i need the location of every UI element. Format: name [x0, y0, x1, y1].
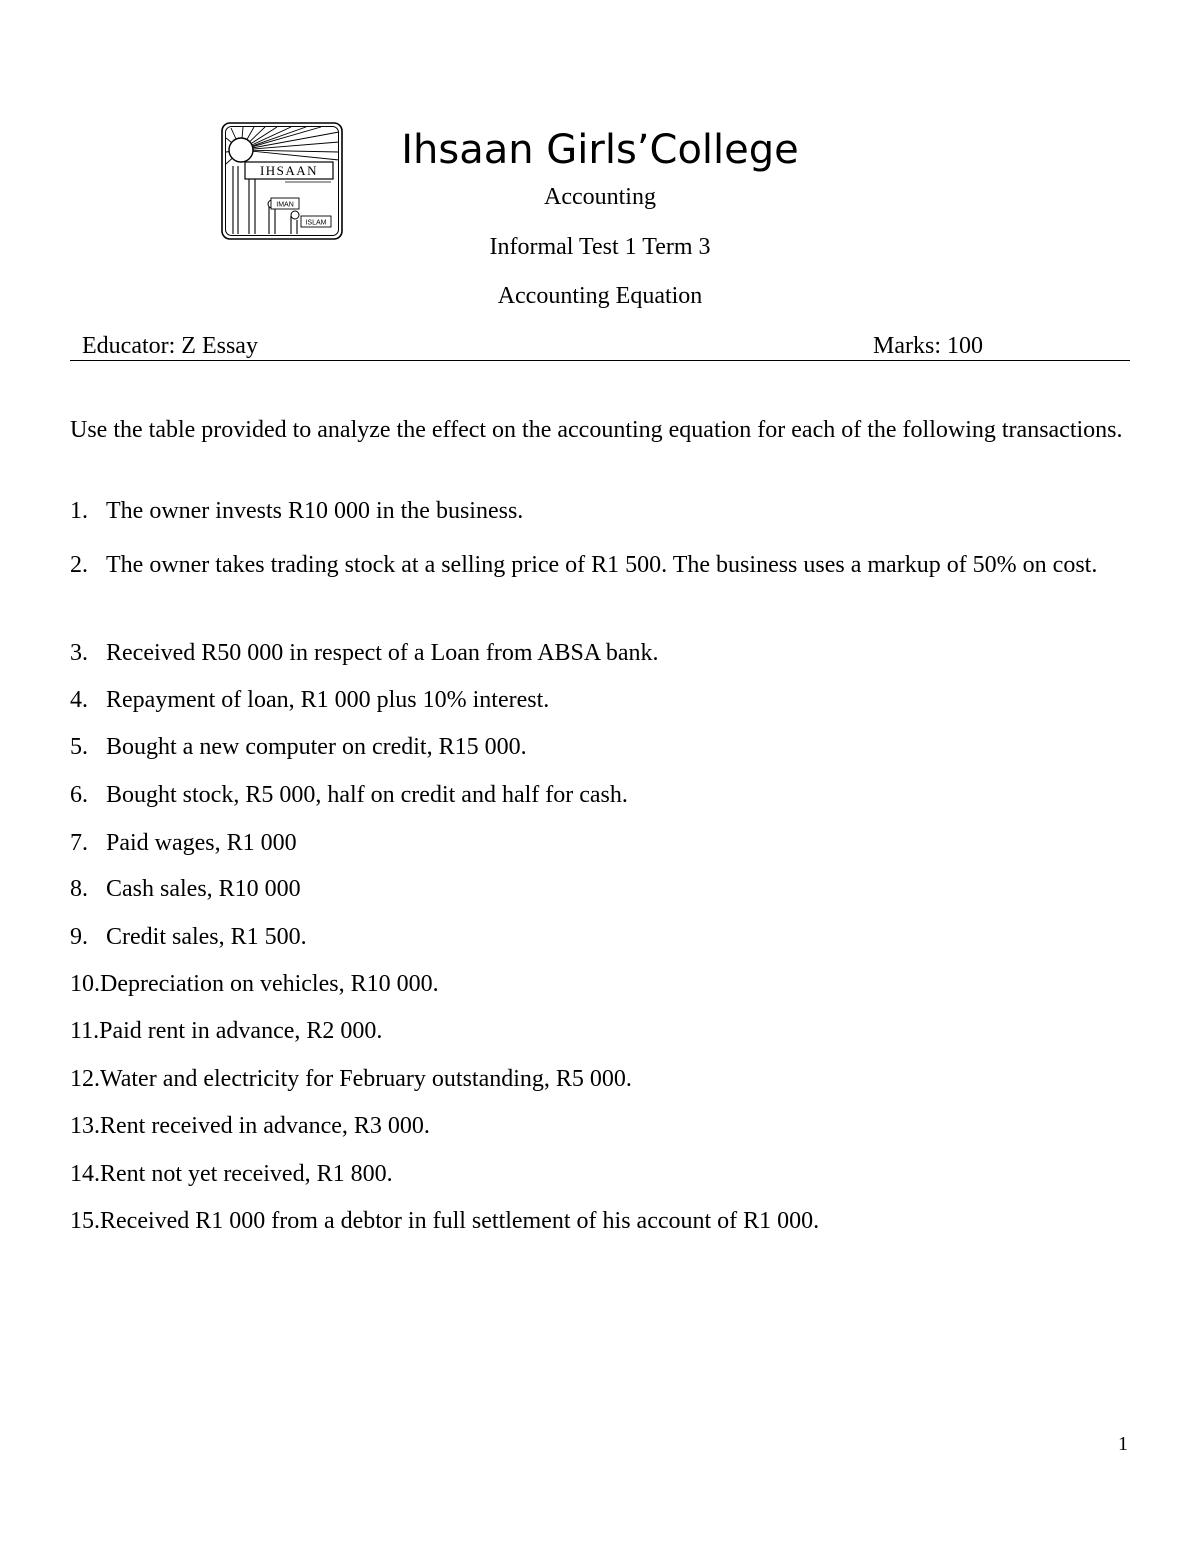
question-number: 14. [70, 1161, 100, 1187]
question-item [70, 1157, 1130, 1191]
question-text: Bought a new computer on credit, R15 000. [106, 734, 527, 760]
logo-word-iman: IMAN [276, 201, 294, 209]
test-name-heading: Informal Test 1 Term 3 [489, 234, 711, 260]
page-number: 1 [1118, 1433, 1128, 1455]
question-item [70, 920, 1130, 954]
question-number: 8. [70, 876, 88, 902]
question-text: Credit sales, R1 500. [106, 924, 307, 950]
question-number: 7. [70, 830, 88, 856]
logo-banner-text: IHSAAN [259, 163, 319, 178]
question-item [70, 1062, 1130, 1096]
question-item [70, 872, 1130, 906]
educator-label: Educator: Z Essay [82, 333, 258, 359]
question-number: 10. [70, 971, 100, 997]
question-item [70, 1109, 1130, 1143]
question-number: 1. [70, 498, 88, 524]
question-text: Rent not yet received, R1 800. [100, 1161, 393, 1187]
question-item [70, 826, 1130, 860]
question-text: Received R1 000 from a debtor in full settlement of his account of R1 000. [100, 1208, 820, 1234]
question-text: Received R50 000 in respect of a Loan from ABSA bank. [106, 640, 659, 666]
question-item [70, 778, 1130, 812]
question-item [70, 542, 1130, 588]
school-name: Ihsaan Girls’College [401, 127, 799, 173]
question-text: Paid wages, R1 000 [106, 830, 297, 856]
question-text: Rent received in advance, R3 000. [100, 1113, 430, 1139]
question-number: 4. [70, 687, 88, 713]
question-text: Repayment of loan, R1 000 plus 10% interest. [106, 687, 550, 713]
question-number: 2. [70, 552, 88, 578]
subject-heading: Accounting [544, 184, 656, 210]
question-text: Bought stock, R5 000, half on credit and half for cash. [106, 782, 628, 808]
question-item [70, 1204, 1130, 1238]
question-number: 15. [70, 1208, 100, 1234]
question-text: Cash sales, R10 000 [106, 876, 301, 902]
marks-label: Marks: 100 [873, 333, 983, 359]
logo-word-islam: ISLAM [305, 219, 327, 227]
question-number: 13. [70, 1113, 100, 1139]
question-item [70, 730, 1130, 764]
question-number: 9. [70, 924, 88, 950]
question-text: Paid rent in advance, R2 000. [99, 1018, 383, 1044]
question-text: The owner takes trading stock at a selling price of R1 500. The business uses a markup of 50% on cost. [106, 552, 1098, 578]
question-item [70, 683, 1130, 717]
question-item [70, 636, 1130, 670]
question-number: 3. [70, 640, 88, 666]
question-item [70, 494, 1130, 528]
question-number: 5. [70, 734, 88, 760]
question-item [70, 967, 1130, 1001]
topic-heading: Accounting Equation [497, 283, 703, 309]
question-text: Water and electricity for February outstanding, R5 000. [100, 1066, 632, 1092]
test-meta-row [70, 332, 1130, 361]
question-text: Depreciation on vehicles, R10 000. [100, 971, 439, 997]
question-item [70, 1014, 1130, 1048]
question-text: The owner invests R10 000 in the business. [106, 498, 524, 524]
question-number: 6. [70, 782, 88, 808]
instructions-paragraph: Use the table provided to analyze the effect on the accounting equation for each of the following transactions. [70, 417, 1123, 443]
question-number: 12. [70, 1066, 100, 1092]
question-number: 11. [70, 1018, 100, 1044]
